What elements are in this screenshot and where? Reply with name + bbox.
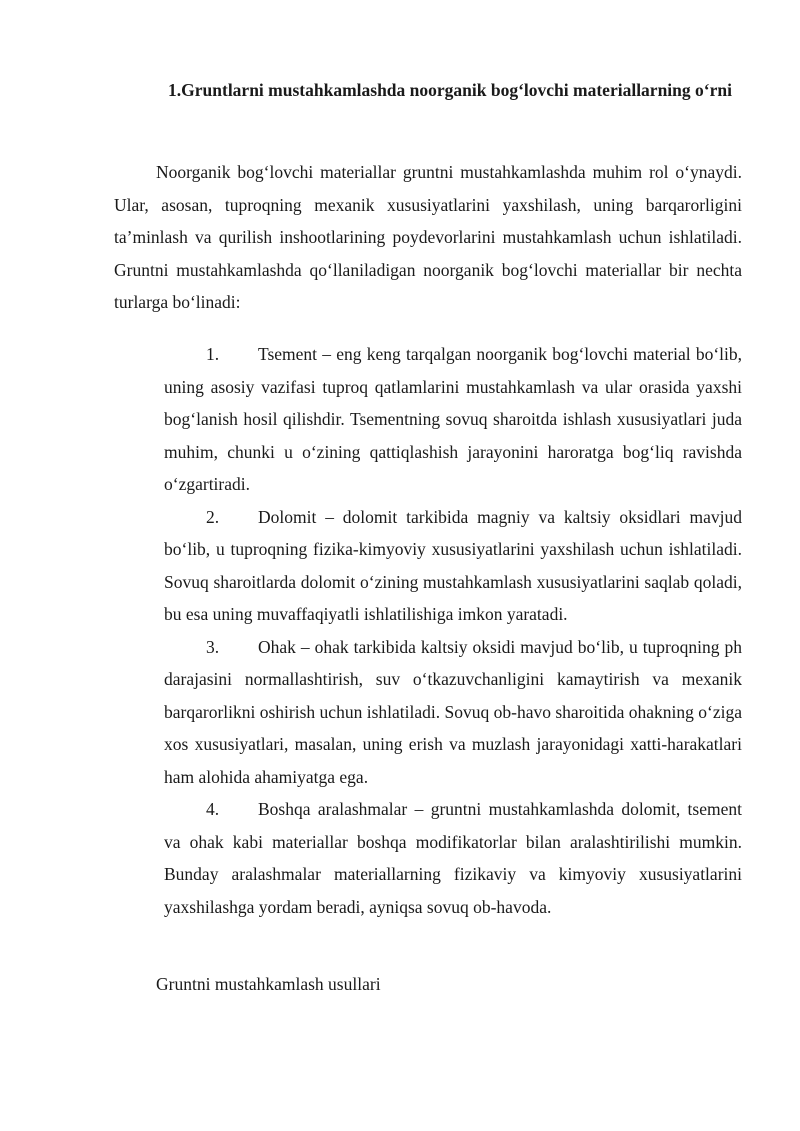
list-item [164,631,742,794]
list-item-number: 2. [206,506,220,527]
list-item-text: Ohak – ohak tarkibida kaltsiy oksidi mavjud bo‘lib, u tuproqning ph darajasini normallashtirish, suv o‘tkazuvchanligini kamaytirish va mexanik barqarorlikni oshirish uchun ishlatiladi. Sovuq ob-havo sharoitida ohakning o‘ziga xos xususiyatlari, masalan, uning erish va muzlash jarayonidagi xatti-harakatlari ham alohida ahamiyatga ega. [164,636,742,787]
list-item-number: 4. [206,799,220,819]
document-title: 1.Gruntlarni mustahkamlashda noorganik bog‘lovchi materiallarning o‘rni [168,80,732,100]
list-item-number: 3. [206,636,220,657]
list-item-text: Boshqa aralashmalar – gruntni mustahkamlashda dolomit, tsement va ohak kabi materiallar boshqa modifikatorlar bilan aralashtirilishi mumkin. Bunday aralashmalar materiallarning fizikaviy va kimyoviy xususiyatlarini yaxshilashga yordam beradi, ayniqsa sovuq ob-havoda. [164,799,742,917]
list-item-number: 1. [206,344,220,364]
section-heading: Gruntni mustahkamlash usullari [156,974,381,994]
list-item [164,793,742,923]
list-item-text: Tsement – eng keng tarqalgan noorganik bog‘lovchi material bo‘lib, uning asosiy vazifasi tuproq qatlamlarini mustahkamlash va ular orasida yaxshi bog‘lanish hosil qilishdir. Tsementning sovuq sharoitda ishlash xususiyatlari juda muhim, chunki u o‘zining qattiqlashish jarayonini haroratga bog‘liq ravishda o‘zgartiradi. [164,344,742,494]
list-item [164,338,742,501]
intro-paragraph: Noorganik bog‘lovchi materiallar gruntni mustahkamlashda muhim rol o‘ynaydi. Ular, asosan, tuproqning mexanik xususiyatlarini yaxshilash, uning barqarorligini ta’minlash va qurilish inshootlarining poydevorlarini mustahkamlash uchun ishlatiladi. Gruntni mustahkamlashda qo‘llaniladigan noorganik bog‘lovchi materiallar bir nechta turlarga bo‘linadi: [114,162,742,312]
list-item-text: Dolomit – dolomit tarkibida magniy va kaltsiy oksidlari mavjud bo‘lib, u tuproqning fizika-kimyoviy xususiyatlarini yaxshilash uchun ishlatiladi. Sovuq sharoitlarda dolomit o‘zining mustahkamlash xususiyatlarini saqlab qoladi, bu esa uning muvaffaqiyatli ishlatilishiga imkon yaratadi. [164,506,742,624]
materials-list [164,338,742,923]
list-item [164,501,742,631]
